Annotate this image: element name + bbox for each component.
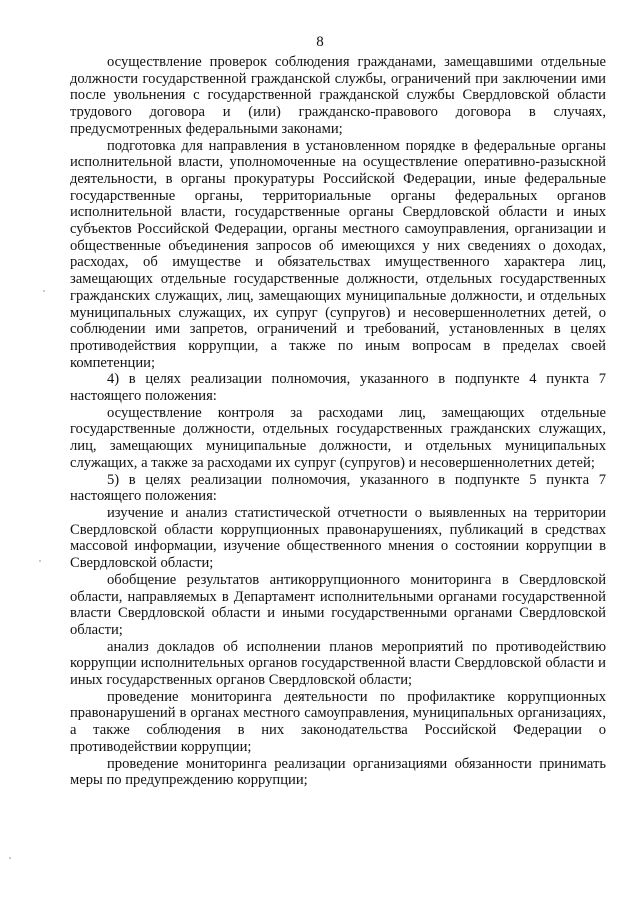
scan-speck <box>43 290 45 292</box>
document-body <box>70 54 606 789</box>
paragraph-9: проведение мониторинга деятельности по профилактике коррупционных правонарушений в органах местного самоуправления, муниципальных организациях, а также соблюдения в них законодательства Российской Федерации о противодействии коррупции; <box>70 688 606 755</box>
scan-speck <box>39 560 41 562</box>
paragraph-5: 5) в целях реализации полномочия, указанного в подпункте 5 пункта 7 настоящего положения: <box>70 471 606 505</box>
scan-speck <box>9 857 11 859</box>
page-number: 8 <box>316 34 324 50</box>
paragraph-2: подготовка для направления в установленном порядке в федеральные органы исполнительной власти, уполномоченные на осуществление оперативно-разыскной деятельности, в органы прокуратуры Российской Федерации, иные федеральные государственные органы, территориальные органы федеральных органов исполнительной власти, государственные органы Свердловской области и иных субъектов Российской Федерации, органы местного самоуправления, организации и общественные объединения запросов об имеющихся у них сведениях о доходах, расходах, об имуществе и обязательствах имущественного характера лиц, замещающих отдельные государственные должности, отдельных государственных гражданских служащих, лиц, замещающих муниципальные должности, и отдельных муниципальных служащих, их супруг (супругов) и несовершеннолетних детей, о соблюдении ими запретов, ограничений и требований, установленных в целях противодействия коррупции, а также по иным вопросам в пределах своей компетенции; <box>70 137 606 371</box>
paragraph-8: анализ докладов об исполнении планов мероприятий по противодействию коррупции исполнительных органов государственной власти Свердловской области и иных государственных органов Свердловской области; <box>70 638 606 689</box>
paragraph-7: обобщение результатов антикоррупционного мониторинга в Свердловской области, направляемых в Департамент исполнительными органами государственной власти Свердловской области и иными государственными органами Свердловской области; <box>70 571 606 638</box>
paragraph-4: осуществление контроля за расходами лиц, замещающих отдельные государственные должности, отдельных государственных гражданских служащих, лиц, замещающих муниципальные должности, и отдельных муниципальных служащих, а также за расходами их супруг (супругов) и несовершеннолетних детей; <box>70 404 606 471</box>
paragraph-6: изучение и анализ статистической отчетности о выявленных на территории Свердловской области коррупционных правонарушениях, публикаций в средствах массовой информации, изучение общественного мнения о состоянии коррупции в Свердловской области; <box>70 504 606 572</box>
paragraph-10: проведение мониторинга реализации организациями обязанности принимать меры по предупреждению коррупции; <box>70 755 606 789</box>
paragraph-3: 4) в целях реализации полномочия, указанного в подпункте 4 пункта 7 настоящего положения: <box>70 371 606 405</box>
paragraph-1: осуществление проверок соблюдения гражданами, замещавшими отдельные должности государственной гражданской службы, ограничений при заключении ими после увольнения с государственной гражданской службы Свердловской области трудового договора и (или) гражданско-правового договора в случаях, предусмотренных федеральными законами; <box>70 54 606 137</box>
